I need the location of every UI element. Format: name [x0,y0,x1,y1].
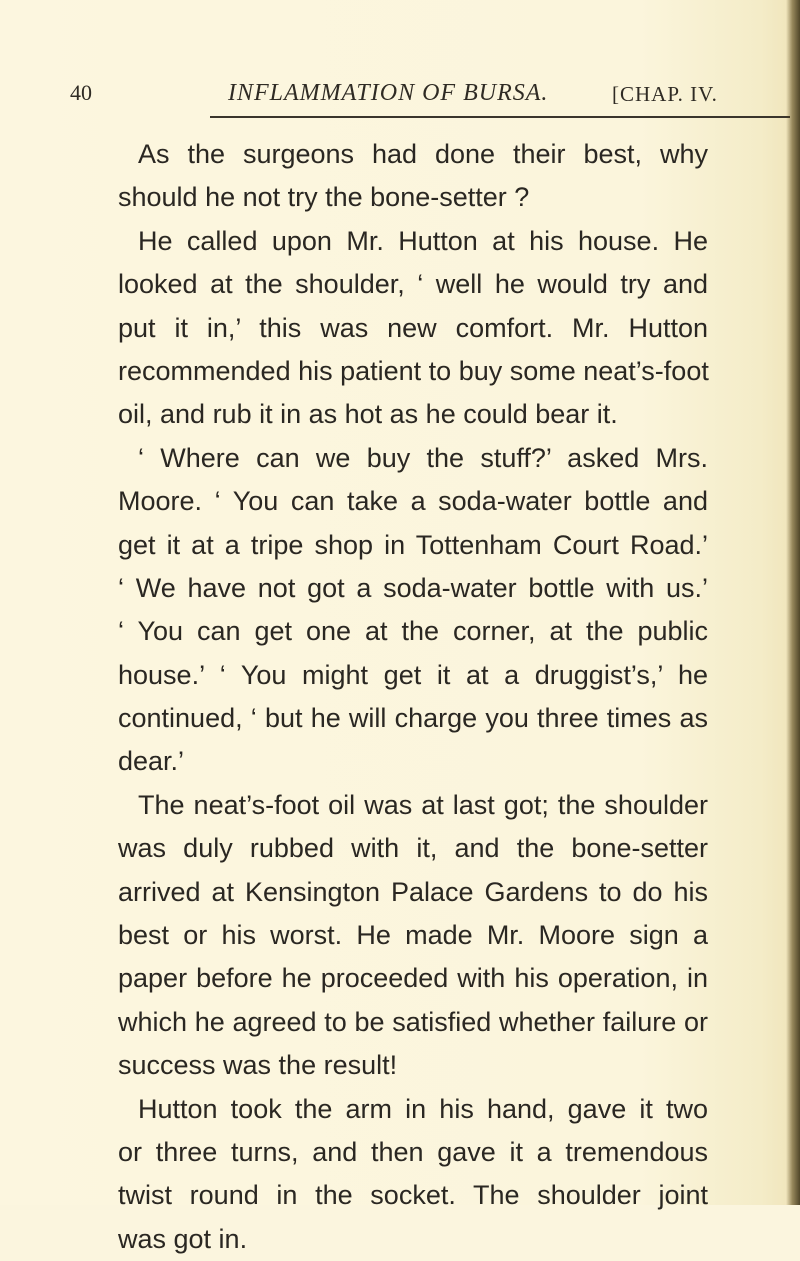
text-line: oil, and rub it in as hot as he could bear it. [118,399,618,430]
text-line: As the surgeons had done their best, why [138,139,708,169]
text-line: house.’ ‘ You might get it at a druggist’s,’ he [118,659,708,690]
text-line: twist round in the socket. The shoulder joint [118,1180,708,1211]
text-line: recommended his patient to buy some neat’s-foot [118,355,709,386]
text-line: should he not try the bone-setter ? [118,182,530,213]
text-line: put it in,’ this was new comfort. Mr. Hutton [118,312,708,343]
chapter-label: [CHAP. IV. [612,82,718,106]
text-line: looked at the shoulder, ‘ well he would try and [118,269,708,300]
text-line: was duly rubbed with it, and the bone-setter [118,833,708,864]
text-line: ‘ Where can we buy the stuff?’ asked Mrs. [138,442,708,473]
text-line: ‘ We have not got a soda-water bottle with us.’ [118,572,708,603]
text-line: continued, ‘ but he will charge you three times as [118,703,708,734]
text-line: arrived at Kensington Palace Gardens to do his [118,876,708,907]
text-line: success was the result! [118,1050,398,1081]
running-title: INFLAMMATION OF BURSA. [228,80,549,106]
body-text [118,133,708,1261]
text-line: which he agreed to be satisfied whether failure or [118,1006,708,1037]
text-line: was got in. [118,1223,248,1254]
text-line: Moore. ‘ You can take a soda-water bottle and [118,486,708,517]
text-line: or three turns, and then gave it a tremendous [118,1136,708,1167]
header-rule [210,116,790,118]
text-line: get it at a tripe shop in Tottenham Court Road.’ [118,529,708,560]
text-line: best or his worst. He made Mr. Moore sign a [118,920,708,951]
text-line: The neat’s-foot oil was at last got; the shoulder [138,789,708,820]
text-line: paper before he proceeded with his operation, in [118,963,708,994]
page-edge-shadow [786,0,800,1205]
running-head [70,70,720,110]
text-line: dear.’ [118,746,185,777]
text-line: Hutton took the arm in his hand, gave it two [138,1093,708,1124]
text-line: ‘ You can get one at the corner, at the public [118,616,708,647]
text-line: He called upon Mr. Hutton at his house. He [138,225,708,256]
page-number: 40 [70,80,92,105]
